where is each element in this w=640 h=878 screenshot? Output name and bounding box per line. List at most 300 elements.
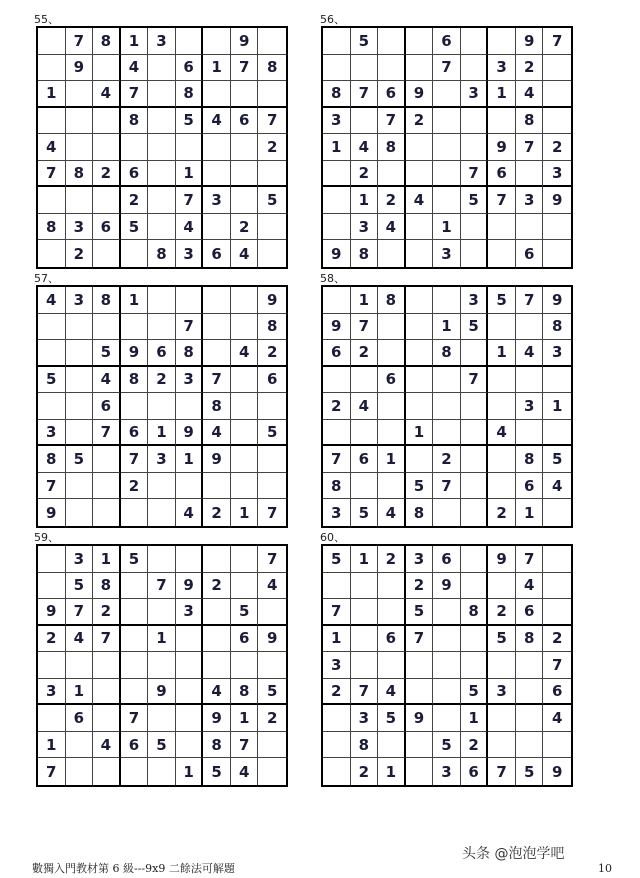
sudoku-cell bbox=[433, 705, 461, 732]
sudoku-cell: 4 bbox=[516, 573, 544, 600]
sudoku-cell bbox=[406, 679, 434, 706]
sudoku-cell: 4 bbox=[516, 340, 544, 367]
sudoku-cell bbox=[433, 161, 461, 188]
sudoku-cell bbox=[148, 134, 176, 161]
sudoku-cell bbox=[378, 28, 406, 55]
sudoku-cell: 5 bbox=[351, 499, 379, 526]
sudoku-cell bbox=[378, 340, 406, 367]
sudoku-cell: 4 bbox=[93, 732, 121, 759]
sudoku-cell bbox=[93, 679, 121, 706]
sudoku-cell: 7 bbox=[516, 287, 544, 314]
sudoku-cell: 2 bbox=[121, 473, 149, 500]
sudoku-cell bbox=[516, 652, 544, 679]
sudoku-cell bbox=[323, 420, 351, 447]
sudoku-cell: 3 bbox=[66, 214, 94, 241]
sudoku-cell bbox=[406, 446, 434, 473]
sudoku-cell bbox=[203, 599, 231, 626]
sudoku-cell bbox=[378, 55, 406, 82]
sudoku-cell bbox=[148, 187, 176, 214]
sudoku-cell bbox=[378, 240, 406, 267]
sudoku-cell bbox=[516, 679, 544, 706]
sudoku-cell bbox=[406, 240, 434, 267]
sudoku-cell: 7 bbox=[516, 134, 544, 161]
sudoku-cell: 8 bbox=[176, 340, 204, 367]
sudoku-cell: 7 bbox=[231, 55, 259, 82]
sudoku-cell: 8 bbox=[378, 134, 406, 161]
sudoku-cell bbox=[93, 758, 121, 785]
sudoku-cell: 1 bbox=[543, 393, 571, 420]
sudoku-cell bbox=[231, 367, 259, 394]
sudoku-cell: 4 bbox=[406, 187, 434, 214]
sudoku-cell bbox=[148, 473, 176, 500]
sudoku-cell bbox=[351, 473, 379, 500]
sudoku-cell: 2 bbox=[488, 499, 516, 526]
sudoku-cell: 7 bbox=[203, 367, 231, 394]
sudoku-cell bbox=[406, 314, 434, 341]
sudoku-cell: 6 bbox=[323, 340, 351, 367]
sudoku-cell: 8 bbox=[38, 446, 66, 473]
sudoku-cell: 6 bbox=[378, 626, 406, 653]
sudoku-cell: 3 bbox=[66, 546, 94, 573]
sudoku-cell: 4 bbox=[231, 340, 259, 367]
sudoku-cell bbox=[231, 573, 259, 600]
sudoku-cell: 2 bbox=[351, 161, 379, 188]
sudoku-cell bbox=[461, 55, 489, 82]
sudoku-cell bbox=[258, 81, 286, 108]
sudoku-cell bbox=[66, 732, 94, 759]
sudoku-cell bbox=[378, 652, 406, 679]
sudoku-cell bbox=[461, 499, 489, 526]
sudoku-cell: 2 bbox=[258, 705, 286, 732]
sudoku-cell bbox=[406, 367, 434, 394]
sudoku-cell bbox=[176, 546, 204, 573]
sudoku-cell: 4 bbox=[66, 626, 94, 653]
sudoku-cell bbox=[66, 393, 94, 420]
sudoku-cell: 2 bbox=[543, 134, 571, 161]
sudoku-cell bbox=[433, 134, 461, 161]
sudoku-cell bbox=[433, 393, 461, 420]
sudoku-cell bbox=[516, 367, 544, 394]
sudoku-cell: 7 bbox=[148, 573, 176, 600]
sudoku-cell: 7 bbox=[38, 473, 66, 500]
sudoku-cell: 3 bbox=[433, 240, 461, 267]
sudoku-cell: 5 bbox=[461, 314, 489, 341]
sudoku-cell: 1 bbox=[38, 81, 66, 108]
sudoku-cell bbox=[543, 240, 571, 267]
sudoku-cell bbox=[203, 626, 231, 653]
sudoku-cell: 4 bbox=[203, 679, 231, 706]
sudoku-cell: 2 bbox=[351, 340, 379, 367]
sudoku-cell: 5 bbox=[323, 546, 351, 573]
sudoku-cell bbox=[488, 446, 516, 473]
sudoku-cell: 9 bbox=[488, 134, 516, 161]
sudoku-cell: 9 bbox=[516, 28, 544, 55]
sudoku-cell bbox=[231, 187, 259, 214]
sudoku-cell: 2 bbox=[93, 599, 121, 626]
sudoku-cell: 1 bbox=[93, 546, 121, 573]
sudoku-cell bbox=[148, 108, 176, 135]
sudoku-cell: 8 bbox=[93, 287, 121, 314]
sudoku-cell: 7 bbox=[543, 652, 571, 679]
sudoku-cell bbox=[378, 420, 406, 447]
sudoku-cell bbox=[176, 28, 204, 55]
sudoku-cell: 8 bbox=[461, 599, 489, 626]
sudoku-cell bbox=[461, 108, 489, 135]
sudoku-cell bbox=[323, 573, 351, 600]
sudoku-cell: 3 bbox=[323, 652, 351, 679]
sudoku-cell: 6 bbox=[66, 705, 94, 732]
sudoku-cell: 7 bbox=[378, 108, 406, 135]
sudoku-cell bbox=[66, 652, 94, 679]
sudoku-cell: 7 bbox=[323, 599, 351, 626]
sudoku-cell: 4 bbox=[231, 758, 259, 785]
sudoku-cell: 1 bbox=[351, 546, 379, 573]
sudoku-cell: 7 bbox=[406, 626, 434, 653]
sudoku-cell: 8 bbox=[516, 626, 544, 653]
sudoku-cell bbox=[258, 393, 286, 420]
sudoku-cell: 6 bbox=[93, 393, 121, 420]
sudoku-cell: 7 bbox=[516, 546, 544, 573]
sudoku-cell bbox=[148, 758, 176, 785]
sudoku-cell bbox=[176, 134, 204, 161]
sudoku-cell bbox=[258, 473, 286, 500]
sudoku-cell bbox=[543, 732, 571, 759]
sudoku-cell: 6 bbox=[121, 420, 149, 447]
sudoku-cell: 4 bbox=[378, 214, 406, 241]
sudoku-cell bbox=[66, 314, 94, 341]
sudoku-cell bbox=[258, 214, 286, 241]
sudoku-cell: 2 bbox=[323, 679, 351, 706]
sudoku-cell bbox=[516, 314, 544, 341]
sudoku-cell: 4 bbox=[488, 420, 516, 447]
sudoku-cell: 1 bbox=[378, 758, 406, 785]
sudoku-cell: 5 bbox=[488, 287, 516, 314]
sudoku-cell bbox=[38, 546, 66, 573]
sudoku-cell: 1 bbox=[433, 314, 461, 341]
sudoku-cell: 3 bbox=[176, 240, 204, 267]
sudoku-cell: 2 bbox=[543, 626, 571, 653]
sudoku-cell: 3 bbox=[148, 28, 176, 55]
sudoku-cell: 4 bbox=[543, 705, 571, 732]
sudoku-cell bbox=[433, 187, 461, 214]
sudoku-cell: 3 bbox=[38, 420, 66, 447]
sudoku-cell: 6 bbox=[351, 446, 379, 473]
sudoku-cell: 1 bbox=[148, 420, 176, 447]
sudoku-cell: 7 bbox=[176, 314, 204, 341]
sudoku-cell: 3 bbox=[176, 367, 204, 394]
sudoku-cell bbox=[543, 420, 571, 447]
sudoku-cell bbox=[433, 367, 461, 394]
sudoku-cell: 2 bbox=[121, 187, 149, 214]
sudoku-cell bbox=[66, 81, 94, 108]
sudoku-cell bbox=[378, 473, 406, 500]
sudoku-cell bbox=[93, 473, 121, 500]
sudoku-cell bbox=[461, 240, 489, 267]
sudoku-cell bbox=[488, 732, 516, 759]
sudoku-cell: 7 bbox=[461, 161, 489, 188]
sudoku-cell: 2 bbox=[93, 161, 121, 188]
sudoku-cell bbox=[148, 393, 176, 420]
sudoku-cell bbox=[66, 187, 94, 214]
sudoku-cell bbox=[148, 287, 176, 314]
sudoku-cell: 7 bbox=[66, 28, 94, 55]
sudoku-cell bbox=[351, 108, 379, 135]
sudoku-cell bbox=[433, 287, 461, 314]
sudoku-cell: 6 bbox=[231, 626, 259, 653]
sudoku-cell: 5 bbox=[378, 705, 406, 732]
sudoku-cell bbox=[351, 652, 379, 679]
sudoku-cell bbox=[66, 134, 94, 161]
sudoku-cell bbox=[38, 705, 66, 732]
sudoku-cell bbox=[543, 499, 571, 526]
sudoku-cell: 6 bbox=[433, 28, 461, 55]
sudoku-cell bbox=[406, 340, 434, 367]
sudoku-cell bbox=[378, 732, 406, 759]
watermark: 头条 @泡泡学吧 bbox=[462, 846, 565, 862]
sudoku-cell bbox=[378, 393, 406, 420]
sudoku-cell: 2 bbox=[323, 393, 351, 420]
sudoku-cell: 4 bbox=[176, 214, 204, 241]
sudoku-cell bbox=[66, 758, 94, 785]
sudoku-cell: 3 bbox=[461, 81, 489, 108]
sudoku-cell: 6 bbox=[121, 161, 149, 188]
sudoku-cell bbox=[93, 187, 121, 214]
sudoku-cell: 7 bbox=[121, 446, 149, 473]
sudoku-cell bbox=[231, 134, 259, 161]
sudoku-cell bbox=[406, 758, 434, 785]
sudoku-cell: 1 bbox=[231, 499, 259, 526]
sudoku-cell: 7 bbox=[351, 679, 379, 706]
sudoku-cell: 8 bbox=[93, 573, 121, 600]
puzzle-label: 58、 bbox=[320, 272, 345, 285]
sudoku-cell: 3 bbox=[433, 758, 461, 785]
sudoku-cell: 1 bbox=[406, 420, 434, 447]
sudoku-cell bbox=[148, 314, 176, 341]
sudoku-cell bbox=[351, 367, 379, 394]
puzzle-label: 55、 bbox=[34, 13, 59, 26]
sudoku-cell: 6 bbox=[93, 214, 121, 241]
sudoku-cell: 6 bbox=[433, 546, 461, 573]
sudoku-cell bbox=[93, 652, 121, 679]
sudoku-cell: 1 bbox=[351, 287, 379, 314]
sudoku-cell bbox=[231, 473, 259, 500]
sudoku-cell: 7 bbox=[266, 503, 278, 522]
sudoku-cell bbox=[323, 367, 351, 394]
sudoku-cell: 9 bbox=[231, 28, 259, 55]
sudoku-cell: 3 bbox=[351, 705, 379, 732]
sudoku-cell: 9 bbox=[543, 187, 571, 214]
sudoku-cell: 4 bbox=[351, 393, 379, 420]
sudoku-cell: 5 bbox=[351, 28, 379, 55]
sudoku-cell bbox=[176, 626, 204, 653]
sudoku-cell bbox=[203, 473, 231, 500]
sudoku-cell bbox=[258, 446, 286, 473]
sudoku-cell: 1 bbox=[488, 340, 516, 367]
sudoku-cell: 8 bbox=[203, 393, 231, 420]
sudoku-cell bbox=[93, 499, 121, 526]
sudoku-cell: 5 bbox=[66, 446, 94, 473]
sudoku-cell: 7 bbox=[38, 161, 66, 188]
sudoku-cell bbox=[231, 81, 259, 108]
sudoku-cell: 1 bbox=[148, 626, 176, 653]
sudoku-cell bbox=[433, 108, 461, 135]
sudoku-cell bbox=[351, 599, 379, 626]
sudoku-cell: 9 bbox=[176, 573, 204, 600]
sudoku-cell: 1 bbox=[351, 187, 379, 214]
sudoku-cell bbox=[406, 214, 434, 241]
sudoku-cell: 3 bbox=[351, 214, 379, 241]
sudoku-cell bbox=[351, 626, 379, 653]
sudoku-cell bbox=[488, 367, 516, 394]
sudoku-cell bbox=[323, 55, 351, 82]
sudoku-cell bbox=[258, 599, 286, 626]
sudoku-cell: 5 bbox=[203, 758, 231, 785]
sudoku-cell bbox=[323, 161, 351, 188]
sudoku-cell bbox=[488, 473, 516, 500]
sudoku-cell bbox=[66, 340, 94, 367]
sudoku-cell: 5 bbox=[516, 758, 544, 785]
puzzle-label: 56、 bbox=[320, 13, 345, 26]
sudoku-cell bbox=[148, 599, 176, 626]
sudoku-cell: 6 bbox=[258, 367, 286, 394]
sudoku-cell bbox=[148, 81, 176, 108]
sudoku-cell bbox=[323, 732, 351, 759]
sudoku-cell: 7 bbox=[351, 81, 379, 108]
sudoku-cell: 1 bbox=[378, 446, 406, 473]
sudoku-cell: 9 bbox=[551, 762, 563, 781]
page-number: 10 bbox=[598, 862, 612, 875]
sudoku-cell bbox=[323, 187, 351, 214]
sudoku-cell: 4 bbox=[176, 499, 204, 526]
sudoku-cell bbox=[543, 546, 571, 573]
sudoku-cell bbox=[148, 161, 176, 188]
sudoku-cell bbox=[258, 240, 286, 267]
sudoku-cell: 6 bbox=[148, 340, 176, 367]
sudoku-cell: 7 bbox=[543, 28, 571, 55]
sudoku-cell: 9 bbox=[433, 573, 461, 600]
sudoku-cell: 2 bbox=[203, 499, 231, 526]
sudoku-cell bbox=[176, 652, 204, 679]
sudoku-cell bbox=[148, 499, 176, 526]
puzzle-label: 59、 bbox=[34, 531, 59, 544]
sudoku-cell: 1 bbox=[323, 134, 351, 161]
sudoku-cell: 2 bbox=[148, 367, 176, 394]
sudoku-cell: 9 bbox=[543, 287, 571, 314]
sudoku-cell bbox=[488, 214, 516, 241]
sudoku-cell: 5 bbox=[488, 626, 516, 653]
sudoku-cell bbox=[378, 573, 406, 600]
sudoku-cell: 9 bbox=[203, 446, 231, 473]
sudoku-cell bbox=[433, 599, 461, 626]
sudoku-cell bbox=[148, 705, 176, 732]
sudoku-cell bbox=[258, 652, 286, 679]
sudoku-grid bbox=[321, 26, 573, 269]
sudoku-cell: 9 bbox=[203, 705, 231, 732]
sudoku-cell bbox=[433, 679, 461, 706]
sudoku-cell bbox=[121, 240, 149, 267]
sudoku-cell bbox=[38, 28, 66, 55]
sudoku-cell bbox=[406, 55, 434, 82]
sudoku-cell bbox=[461, 393, 489, 420]
sudoku-cell: 4 bbox=[121, 55, 149, 82]
sudoku-cell: 8 bbox=[121, 367, 149, 394]
sudoku-cell: 4 bbox=[258, 573, 286, 600]
sudoku-cell bbox=[38, 108, 66, 135]
sudoku-cell: 2 bbox=[66, 240, 94, 267]
sudoku-cell bbox=[488, 393, 516, 420]
sudoku-cell bbox=[93, 705, 121, 732]
sudoku-cell: 8 bbox=[66, 161, 94, 188]
sudoku-cell: 1 bbox=[121, 28, 149, 55]
sudoku-cell: 7 bbox=[461, 367, 489, 394]
sudoku-cell bbox=[488, 573, 516, 600]
sudoku-cell: 6 bbox=[378, 81, 406, 108]
sudoku-cell: 2 bbox=[258, 340, 286, 367]
sudoku-cell bbox=[406, 393, 434, 420]
sudoku-cell: 9 bbox=[38, 599, 66, 626]
sudoku-cell: 7 bbox=[433, 55, 461, 82]
sudoku-cell bbox=[203, 134, 231, 161]
sudoku-cell bbox=[93, 108, 121, 135]
sudoku-cell: 9 bbox=[323, 240, 351, 267]
sudoku-cell: 7 bbox=[66, 599, 94, 626]
sudoku-cell bbox=[258, 758, 286, 785]
sudoku-grid bbox=[36, 544, 288, 787]
sudoku-cell: 3 bbox=[488, 679, 516, 706]
sudoku-cell: 2 bbox=[406, 108, 434, 135]
sudoku-cell: 1 bbox=[323, 626, 351, 653]
sudoku-cell: 3 bbox=[543, 340, 571, 367]
sudoku-cell: 5 bbox=[461, 187, 489, 214]
sudoku-cell: 5 bbox=[406, 473, 434, 500]
sudoku-cell: 1 bbox=[176, 758, 204, 785]
sudoku-cell: 4 bbox=[351, 134, 379, 161]
sudoku-cell bbox=[406, 134, 434, 161]
sudoku-cell: 1 bbox=[121, 287, 149, 314]
sudoku-cell: 1 bbox=[203, 55, 231, 82]
sudoku-cell bbox=[38, 340, 66, 367]
sudoku-cell bbox=[488, 705, 516, 732]
sudoku-cell bbox=[433, 499, 461, 526]
sudoku-cell bbox=[148, 55, 176, 82]
sudoku-cell bbox=[66, 473, 94, 500]
footer-caption: 數獨入門教材第 6 級---9x9 二餘法可解題 bbox=[32, 862, 235, 875]
sudoku-cell: 5 bbox=[93, 340, 121, 367]
sudoku-cell bbox=[93, 55, 121, 82]
sudoku-cell bbox=[406, 28, 434, 55]
sudoku-cell: 7 bbox=[351, 314, 379, 341]
sudoku-cell bbox=[176, 473, 204, 500]
sudoku-cell bbox=[121, 134, 149, 161]
sudoku-cell: 2 bbox=[378, 546, 406, 573]
sudoku-cell: 6 bbox=[231, 108, 259, 135]
sudoku-cell bbox=[488, 652, 516, 679]
sudoku-cell: 9 bbox=[258, 626, 286, 653]
sudoku-cell bbox=[66, 499, 94, 526]
sudoku-cell bbox=[148, 546, 176, 573]
sudoku-cell bbox=[203, 652, 231, 679]
sudoku-cell: 3 bbox=[38, 679, 66, 706]
sudoku-cell: 1 bbox=[231, 705, 259, 732]
sudoku-cell bbox=[543, 214, 571, 241]
sudoku-cell: 1 bbox=[176, 446, 204, 473]
sudoku-cell bbox=[461, 652, 489, 679]
sudoku-cell bbox=[406, 732, 434, 759]
sudoku-cell: 9 bbox=[323, 314, 351, 341]
sudoku-cell bbox=[66, 108, 94, 135]
sudoku-cell bbox=[516, 161, 544, 188]
sudoku-cell: 8 bbox=[543, 314, 571, 341]
